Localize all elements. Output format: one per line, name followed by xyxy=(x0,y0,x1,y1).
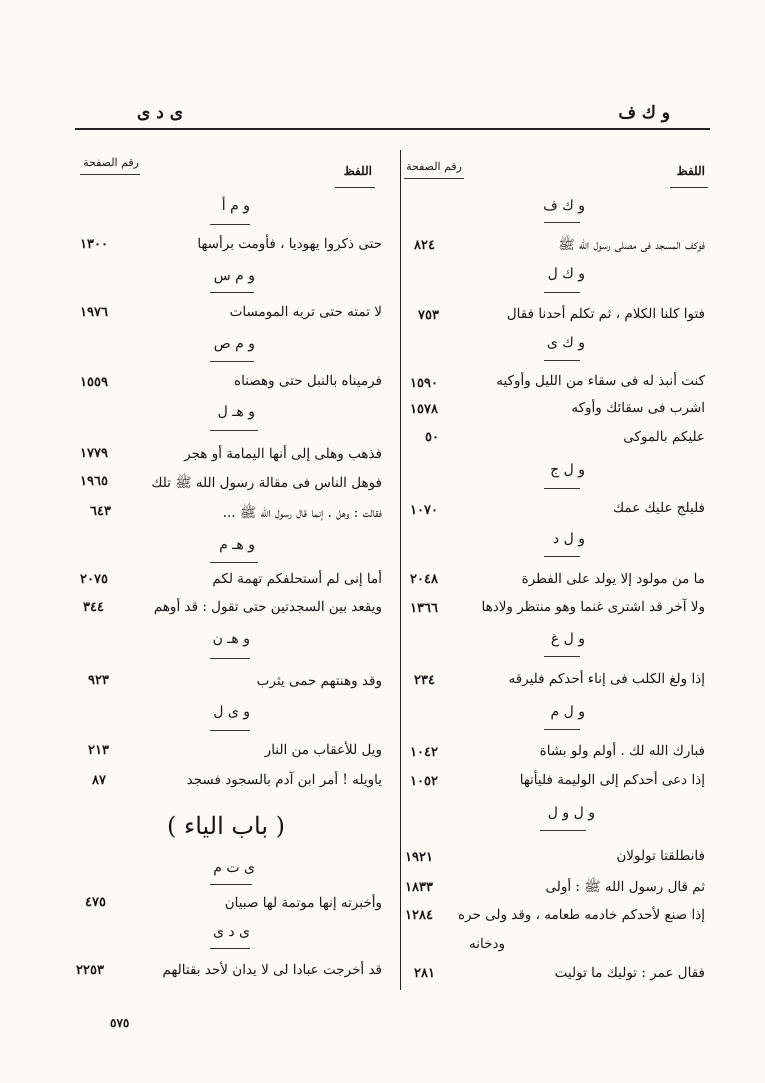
root-heading: و م س xyxy=(213,268,255,284)
right-word-heading-underline xyxy=(670,187,708,188)
entry-text: فذهب وهلى إلى أنها اليمامة أو هجر xyxy=(184,446,382,462)
chapter-heading: ( باب الياء ) xyxy=(166,812,285,840)
entry-page-number: ١٢٨٤ xyxy=(405,908,433,923)
root-underline xyxy=(544,656,580,657)
right-page-heading: رقم الصفحة xyxy=(406,160,462,173)
right-page-heading-underline xyxy=(404,178,464,179)
root-heading: و ك ى xyxy=(546,335,585,351)
entry-page-number: ٢٨١ xyxy=(414,966,435,981)
entry-text: فوهل الناس فى مقالة رسول الله ﷺ تلك xyxy=(151,475,382,491)
entry-text: قد أخرجت عبادا لى لا يدان لأحد بقتالهم xyxy=(162,962,382,978)
root-underline xyxy=(544,292,580,293)
entry-page-number: ١٣٦٦ xyxy=(410,601,438,616)
entry-text: إذا دعى أحدكم إلى الوليمة فليأتها xyxy=(519,772,705,788)
right-word-heading: اللفظ xyxy=(676,164,705,178)
entry-text: فبارك الله لك . أولم ولو بشاة xyxy=(539,743,705,759)
left-page-heading-underline xyxy=(80,174,140,175)
entry-text: أما إنى لم أستحلفكم تهمة لكم xyxy=(212,571,382,587)
entry-text: ويقعد بين السجدتين حتى تقول : قد أوهم xyxy=(153,599,382,615)
entry-text: فرميناه بالنبل حتى وهصناه xyxy=(234,373,382,389)
root-heading: و ل غ xyxy=(550,631,585,647)
root-underline xyxy=(210,224,250,225)
root-heading: و م أ xyxy=(221,198,250,214)
root-underline xyxy=(210,562,258,563)
running-header-right: و ك ف xyxy=(618,103,670,123)
root-heading: ى ت م xyxy=(213,860,255,876)
left-word-heading-underline xyxy=(335,187,375,188)
root-underline xyxy=(210,658,250,659)
entry-page-number: ٢٣٤ xyxy=(414,673,435,688)
entry-page-number: ٥٠ xyxy=(425,430,439,445)
root-underline xyxy=(544,360,580,361)
root-underline xyxy=(544,556,580,557)
running-header-left: ى د ى xyxy=(137,103,184,123)
page-number: ٥٧٥ xyxy=(110,1016,130,1030)
root-underline xyxy=(210,948,250,949)
root-heading: و هـ ن xyxy=(212,631,250,647)
entry-page-number: ٢١٣ xyxy=(88,743,109,758)
entry-page-number: ١٠٥٢ xyxy=(410,774,438,789)
entry-text: فوكف المسجد فى مصلى رسول الله ﷺ xyxy=(558,237,705,253)
root-heading: و ل و ل xyxy=(547,805,595,821)
root-heading: و ك ل xyxy=(547,266,585,282)
entry-text: ياويله ! أمر ابن آدم بالسجود فسجد xyxy=(186,772,382,788)
root-underline xyxy=(210,430,258,431)
left-page-heading: رقم الصفحة xyxy=(83,156,139,169)
entry-page-number: ٨٢٤ xyxy=(414,238,435,253)
root-heading: و ل ج xyxy=(550,462,585,478)
root-underline xyxy=(210,730,250,731)
entry-page-number: ١٥٥٩ xyxy=(80,375,108,390)
root-underline xyxy=(544,729,580,730)
entry-text: ولا آخر قد اشترى غنما وهو منتظر ولادها xyxy=(481,599,705,615)
column-divider xyxy=(400,150,401,990)
entry-text: فقال عمر : توليك ما توليت xyxy=(554,965,705,981)
entry-page-number: ١٨٣٣ xyxy=(405,880,433,895)
entry-page-number: ٣٤٤ xyxy=(83,600,104,615)
entry-page-number: ١٥٩٠ xyxy=(410,376,438,391)
entry-page-number: ٩٢٣ xyxy=(88,673,109,688)
entry-page-number: ١٣٠٠ xyxy=(80,237,108,252)
entry-page-number: ١٠٤٢ xyxy=(410,745,438,760)
header-rule xyxy=(75,128,710,130)
entry-page-number: ٨٧ xyxy=(92,773,106,788)
root-heading: و ك ف xyxy=(543,198,585,214)
root-underline xyxy=(544,222,580,223)
entry-page-number: ١٧٧٩ xyxy=(80,446,108,461)
entry-page-number: ٤٧٥ xyxy=(85,895,106,910)
root-heading: و هـ ل xyxy=(217,404,255,420)
entry-text: ما من مولود إلا يولد على الفطرة xyxy=(521,571,705,587)
entry-text: فتوا كلنا الكلام ، ثم تكلم أحدنا فقال xyxy=(506,306,705,322)
entry-page-number: ٢٠٧٥ xyxy=(80,572,108,587)
root-underline xyxy=(210,292,254,293)
entry-text: وأخبرته إنها موتمة لها صبيان xyxy=(224,895,382,911)
root-underline xyxy=(210,361,254,362)
entry-text: لا تمته حتى تريه المومسات xyxy=(229,304,382,320)
root-heading: و ل د xyxy=(552,531,585,547)
entry-page-number: ١٠٧٠ xyxy=(410,503,438,518)
entry-page-number: ١٩٧٦ xyxy=(80,305,108,320)
entry-page-number: ١٩٦٥ xyxy=(80,474,108,489)
entry-text: وقد وهنتهم حمى يثرب xyxy=(256,673,382,689)
entry-text: إذا صنع لأحدكم خادمه طعامه ، وقد ولى حره xyxy=(457,907,705,923)
entry-page-number: ٦٤٣ xyxy=(90,504,111,519)
root-heading: و م ص xyxy=(213,336,255,352)
root-underline xyxy=(210,884,252,885)
entry-text: فانطلقتا تولولان xyxy=(616,848,705,864)
entry-text: فقالت : وهل . إنما قال رسول الله ﷺ ... xyxy=(222,505,382,521)
entry-text: اشرب فى سقائك وأوكه xyxy=(571,400,705,416)
root-heading: و هـ م xyxy=(219,537,255,553)
left-word-heading: اللفظ xyxy=(343,164,372,178)
entry-page-number: ١٩٢١ xyxy=(405,850,433,865)
entry-text: حتى ذكروا يهوديا ، فأومت برأسها xyxy=(197,236,382,252)
entry-page-number: ١٥٧٨ xyxy=(410,402,438,417)
entry-page-number: ٢٢٥٣ xyxy=(76,963,104,978)
entry-text: ويل للأعقاب من النار xyxy=(264,742,382,758)
root-underline xyxy=(544,488,580,489)
entry-text: عليكم بالموكى xyxy=(623,429,705,445)
root-heading: ى د ى xyxy=(212,924,250,940)
entry-text: ثم قال رسول الله ﷺ : أولى xyxy=(545,879,705,895)
entry-page-number: ٧٥٣ xyxy=(418,308,439,323)
root-underline xyxy=(540,830,586,831)
entry-page-number: ٢٠٤٨ xyxy=(410,572,438,587)
entry-text: إذا ولغ الكلب فى إناء أحدكم فليرقه xyxy=(508,671,705,687)
entry-text: كنت أنبذ له فى سقاء من الليل وأوكيه xyxy=(496,373,705,389)
entry-text: فليلج عليك عمك xyxy=(613,500,705,516)
entry-text-continuation: ودخانه xyxy=(469,936,505,952)
root-heading: و ل م xyxy=(550,704,585,720)
root-heading: و ى ل xyxy=(213,704,250,720)
